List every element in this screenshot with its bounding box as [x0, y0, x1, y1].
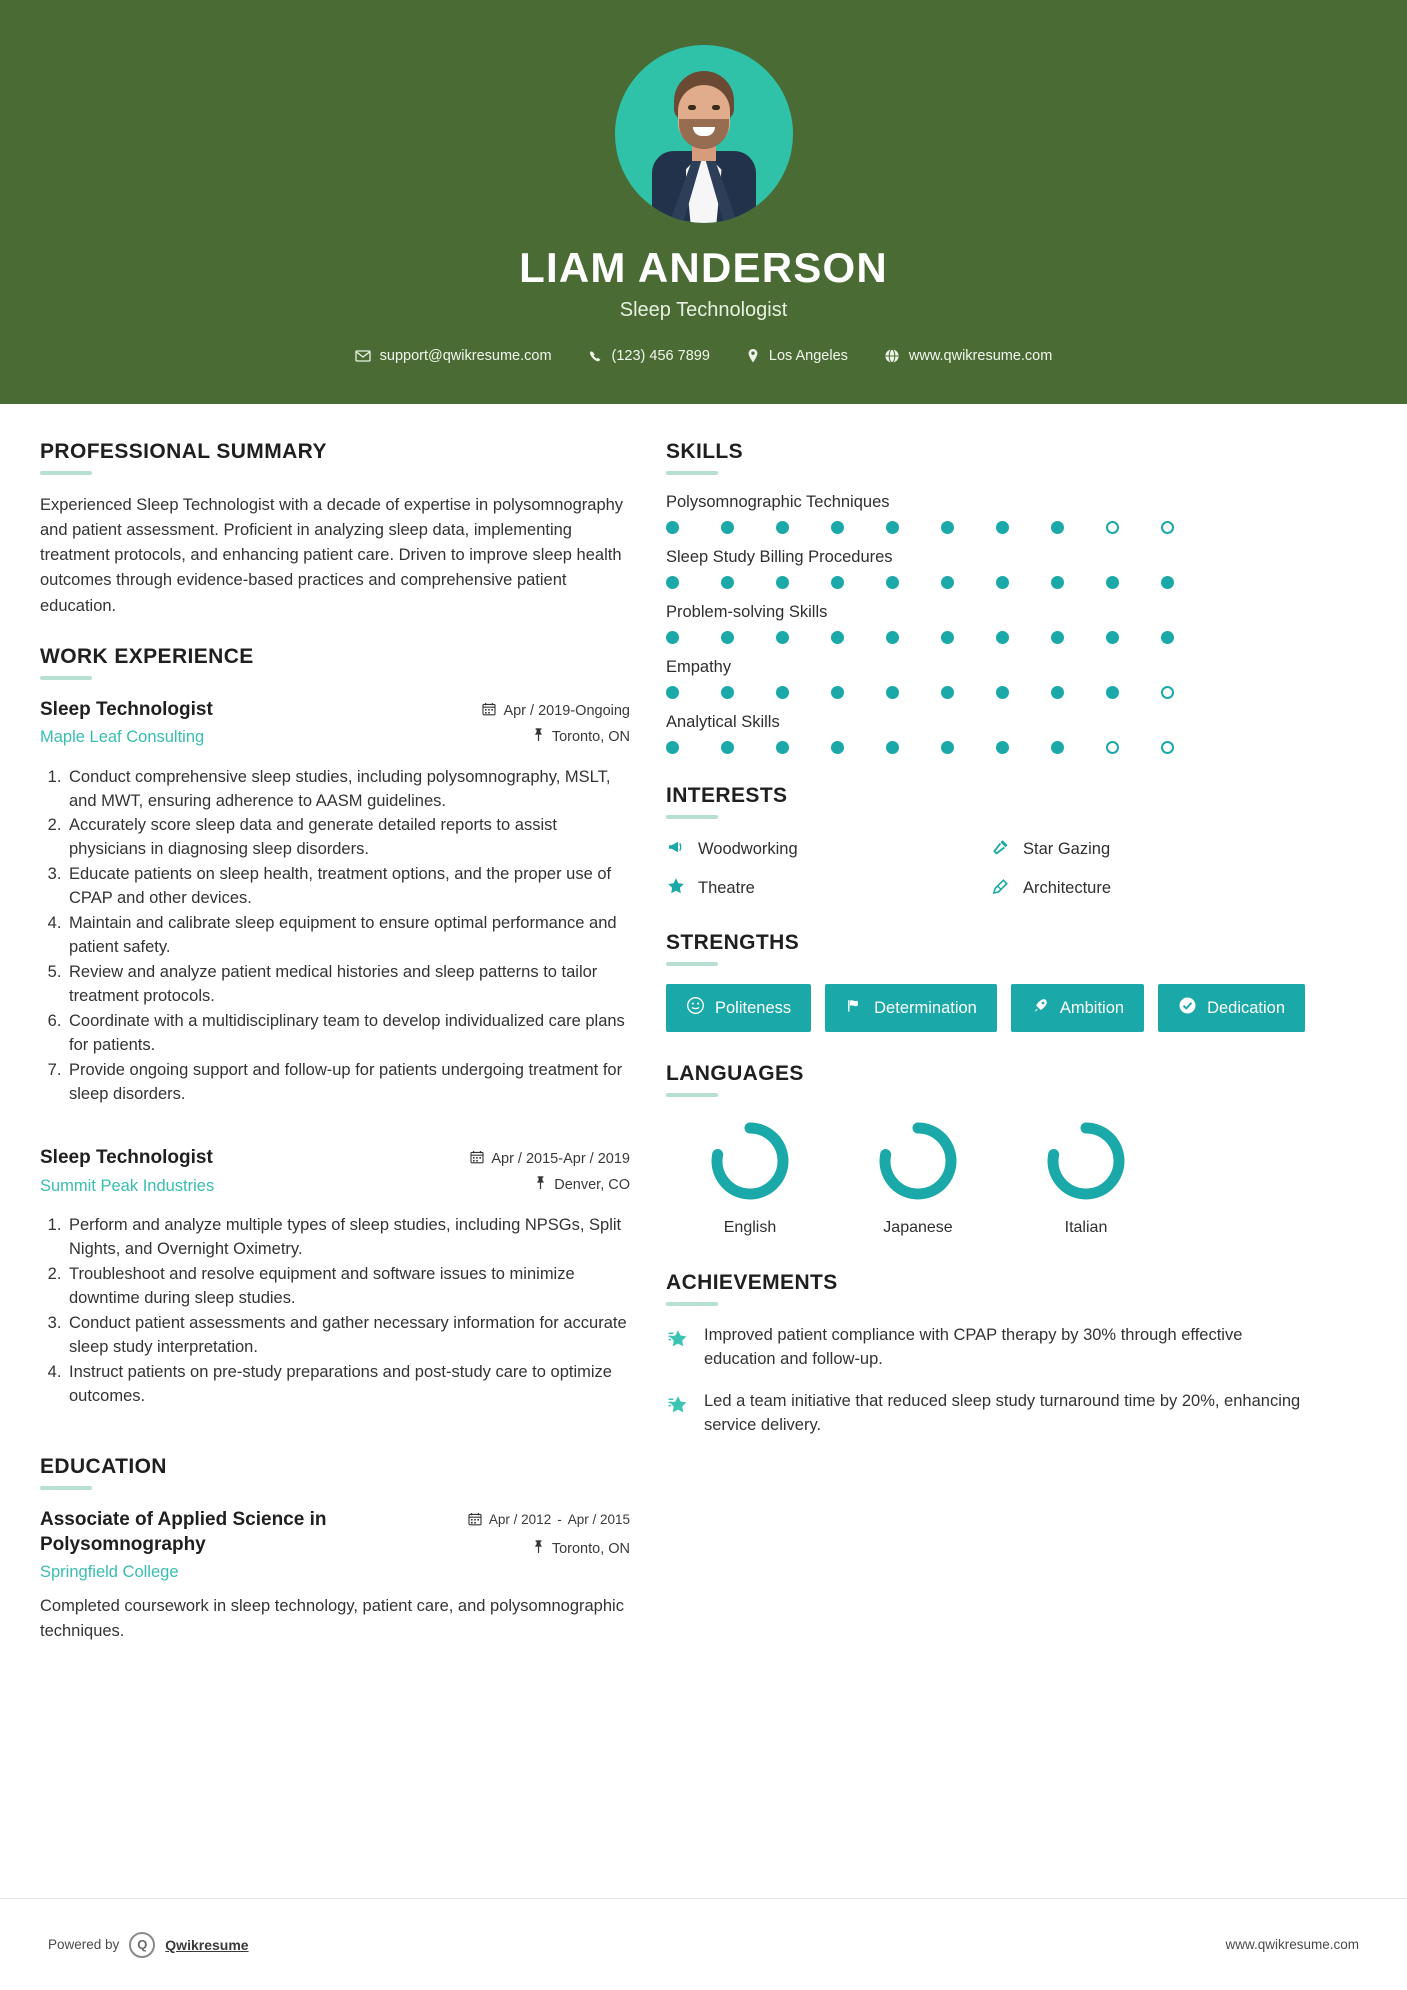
- achievement-text: Improved patient compliance with CPAP therapy by 30% through effective education and follow-up.: [704, 1326, 1243, 1369]
- skill-dot: [1106, 521, 1161, 534]
- section-rule: [666, 1302, 718, 1306]
- page-footer: [0, 1898, 1407, 1990]
- calendar-icon: [468, 1512, 482, 1530]
- contact-phone-text: (123) 456 7899: [611, 348, 710, 365]
- skill-name: Analytical Skills: [666, 713, 780, 732]
- work-bullet: 1. Perform and analyze multiple types of sleep studies, including NPSGs, Split Nights, and Overnight Oximetry.: [66, 1214, 630, 1262]
- flag-icon: [845, 996, 864, 1020]
- qwikresume-brand-link[interactable]: Qwikresume: [165, 1936, 249, 1953]
- section-rule: [666, 815, 718, 819]
- skill-dot: [941, 741, 996, 754]
- skill-dot: [886, 521, 941, 534]
- language-label: Japanese: [883, 1219, 953, 1237]
- skill-dot: [721, 576, 776, 589]
- resume-body: [0, 404, 1407, 1670]
- work-bullet: 7. Provide ongoing support and follow-up for patients undergoing treatment for sleep disorders.: [66, 1059, 630, 1107]
- skill-dot: [1106, 741, 1161, 754]
- right-column: [666, 440, 1306, 1464]
- work-bullet: 3. Conduct patient assessments and gather necessary information for accurate sleep study interpretation.: [66, 1312, 630, 1360]
- award-star-icon: [666, 1324, 690, 1356]
- skill-dot: [996, 741, 1051, 754]
- contact-location-text: Los Angeles: [768, 348, 848, 365]
- section-skills: [666, 440, 1306, 754]
- skill-dot: [666, 631, 721, 644]
- contact-email[interactable]: [337, 348, 570, 364]
- skill-dot: [1106, 576, 1161, 589]
- footer-url[interactable]: www.qwikresume.com: [1225, 1937, 1359, 1952]
- skill-dot: [1051, 576, 1106, 589]
- interest-label: Architecture: [1023, 879, 1112, 898]
- section-rule: [666, 1093, 718, 1097]
- skill-dot: [996, 631, 1051, 644]
- interest-item: [991, 837, 1306, 862]
- envelope-icon: [355, 348, 371, 364]
- strength-tag: [825, 984, 997, 1032]
- education-date: [468, 1512, 630, 1530]
- skill-dot: [776, 686, 831, 699]
- skill-dot: [666, 686, 721, 699]
- skill-dot: [831, 576, 886, 589]
- skill-dot: [941, 576, 996, 589]
- skill-dot: [776, 576, 831, 589]
- strength-label: Politeness: [715, 998, 792, 1017]
- summary-text: Experienced Sleep Technologist with a decade of expertise in polysomnography and patient assessment. Proficient in analyzing sleep data, implementing treatment protocols, and enhancing patient care. Driven to improve sleep health outcomes through evidence-based practices and comprehensive patient education.: [40, 496, 624, 615]
- section-strengths: [666, 931, 1306, 1032]
- work-organization: Summit Peak Industries: [40, 1177, 215, 1196]
- section-achievements: [666, 1271, 1306, 1438]
- education-location-text: Toronto, ON: [551, 1540, 630, 1557]
- skill-dot: [941, 686, 996, 699]
- language-item: [666, 1115, 834, 1237]
- skill-rating: [666, 741, 1306, 754]
- hammer-icon: [991, 837, 1011, 862]
- skill-dot: [721, 521, 776, 534]
- skill-item: [666, 713, 1306, 754]
- skill-dot: [721, 741, 776, 754]
- work-bullet: 6. Coordinate with a multidisciplinary team to develop individualized care plans for patients.: [66, 1010, 630, 1058]
- skill-dot: [721, 686, 776, 699]
- education-title: EDUCATION: [40, 1454, 167, 1478]
- check-circle-icon: [1178, 996, 1197, 1020]
- skill-rating: [666, 521, 1306, 534]
- interests-title: INTERESTS: [666, 784, 788, 808]
- skill-rating: [666, 631, 1306, 644]
- skill-dot: [1161, 576, 1216, 589]
- pushpin-icon: [532, 728, 545, 746]
- avatar: [615, 45, 793, 223]
- skill-dot: [886, 686, 941, 699]
- globe-icon: [884, 348, 900, 364]
- work-organization: Maple Leaf Consulting: [40, 728, 205, 747]
- work-location: [470, 1176, 630, 1194]
- work-location: [482, 728, 630, 746]
- megaphone-icon: [666, 837, 686, 862]
- work-bullet: 4. Instruct patients on pre-study preparations and post-study care to optimize outcomes.: [66, 1361, 630, 1409]
- map-pin-icon: [746, 348, 760, 364]
- skill-name: Problem-solving Skills: [666, 603, 828, 622]
- interest-item: [991, 876, 1306, 901]
- section-work-experience: [40, 645, 630, 1409]
- section-languages: [666, 1062, 1306, 1237]
- education-location: [468, 1540, 630, 1558]
- skill-dot: [996, 521, 1051, 534]
- interest-label: Star Gazing: [1023, 840, 1111, 859]
- work-bullet: 2. Troubleshoot and resolve equipment and software issues to minimize downtime during sleep studies.: [66, 1263, 630, 1311]
- language-ring: [872, 1115, 964, 1207]
- skill-dot: [886, 576, 941, 589]
- achievements-title: ACHIEVEMENTS: [666, 1271, 838, 1295]
- summary-title: PROFESSIONAL SUMMARY: [40, 440, 327, 464]
- skill-dot: [831, 521, 886, 534]
- section-professional-summary: [40, 440, 630, 618]
- skill-dot: [1161, 741, 1216, 754]
- education-degree: Associate of Applied Science in Polysomnography: [40, 1508, 327, 1555]
- skill-item: [666, 548, 1306, 589]
- language-ring: [704, 1115, 796, 1207]
- skill-item: [666, 493, 1306, 534]
- work-bullet: 2. Accurately score sleep data and generate detailed reports to assist physicians in diagnosing sleep disorders.: [66, 814, 630, 862]
- language-label: Italian: [1064, 1219, 1108, 1237]
- education-description: Completed coursework in sleep technology, patient care, and polysomnographic techniques.: [40, 1597, 624, 1640]
- strength-label: Determination: [874, 998, 977, 1017]
- section-rule: [666, 962, 718, 966]
- work-title: WORK EXPERIENCE: [40, 644, 254, 668]
- skills-title: SKILLS: [666, 440, 744, 464]
- work-bullets: [40, 766, 630, 1107]
- work-entry: [40, 698, 630, 1107]
- skill-dot: [831, 631, 886, 644]
- star-icon: [666, 876, 686, 901]
- skill-dot: [941, 521, 996, 534]
- calendar-icon: [482, 702, 496, 720]
- skill-dot: [941, 631, 996, 644]
- skill-dot: [1106, 686, 1161, 699]
- job-title: Sleep Technologist: [619, 299, 788, 322]
- education-date-range: [489, 1512, 630, 1529]
- skill-dot: [721, 631, 776, 644]
- achievement-item: [666, 1390, 1306, 1438]
- smiley-icon: [686, 996, 705, 1020]
- work-entry: [40, 1146, 630, 1408]
- work-date: [482, 702, 630, 720]
- work-date: [470, 1150, 630, 1168]
- skill-dot: [1051, 631, 1106, 644]
- skill-rating: [666, 576, 1306, 589]
- skill-rating: [666, 686, 1306, 699]
- contact-email-text: support@qwikresume.com: [379, 348, 552, 365]
- skill-name: Polysomnographic Techniques: [666, 493, 890, 512]
- skill-dot: [996, 686, 1051, 699]
- skill-dot: [1161, 686, 1216, 699]
- skill-dot: [1051, 741, 1106, 754]
- education-date-start: Apr / 2012: [488, 1512, 552, 1528]
- avatar-photo: [648, 63, 760, 223]
- ruler-pen-icon: [991, 876, 1011, 901]
- education-date-separator: -: [557, 1512, 562, 1528]
- work-location-text: Toronto, ON: [551, 728, 630, 745]
- skill-dot: [1051, 521, 1106, 534]
- qwikresume-logo-icon: Q: [129, 1932, 155, 1958]
- language-label: English: [723, 1219, 777, 1237]
- pushpin-icon: [532, 1540, 545, 1558]
- page-title: LIAM ANDERSON: [519, 244, 888, 291]
- skill-dot: [776, 631, 831, 644]
- strength-label: Ambition: [1059, 998, 1125, 1017]
- work-role: Sleep Technologist: [40, 698, 213, 720]
- left-column: [40, 440, 630, 1670]
- strength-tag: [666, 984, 811, 1032]
- work-role: Sleep Technologist: [40, 1147, 213, 1169]
- contact-row: [0, 348, 1407, 364]
- section-rule: [666, 471, 718, 475]
- powered-by-label: Powered by: [48, 1937, 120, 1952]
- pushpin-icon: [534, 1176, 547, 1194]
- section-interests: [666, 784, 1306, 901]
- skill-dot: [666, 576, 721, 589]
- rocket-icon: [1031, 996, 1050, 1020]
- skill-dot: [886, 631, 941, 644]
- interest-label: Theatre: [698, 879, 755, 898]
- contact-phone[interactable]: [570, 348, 728, 364]
- section-rule: [40, 471, 92, 475]
- strength-tag: [1158, 984, 1305, 1032]
- interest-item: [666, 837, 981, 862]
- language-item: [1002, 1115, 1170, 1237]
- section-education: [40, 1455, 630, 1644]
- skill-dot: [666, 521, 721, 534]
- education-entry: [40, 1508, 630, 1644]
- education-date-end: Apr / 2015: [567, 1512, 630, 1528]
- skill-dot: [776, 521, 831, 534]
- skill-dot: [1161, 631, 1216, 644]
- skill-dot: [886, 741, 941, 754]
- strengths-title: STRENGTHS: [666, 931, 800, 955]
- skill-dot: [831, 686, 886, 699]
- calendar-icon: [470, 1150, 484, 1168]
- achievement-item: [666, 1324, 1306, 1372]
- strength-label: Dedication: [1207, 998, 1286, 1017]
- work-date-text: Apr / 2019-Ongoing: [503, 702, 630, 719]
- skill-name: Empathy: [666, 658, 732, 677]
- work-bullet: 3. Educate patients on sleep health, treatment options, and the proper use of CPAP and other devices.: [66, 863, 630, 911]
- contact-location: [728, 348, 866, 364]
- phone-icon: [588, 349, 603, 364]
- skill-item: [666, 603, 1306, 644]
- skill-dot: [1051, 686, 1106, 699]
- work-bullet: 1. Conduct comprehensive sleep studies, including polysomnography, MSLT, and MWT, ensuring adherence to AASM guidelines.: [66, 766, 630, 814]
- contact-website[interactable]: [866, 348, 1070, 364]
- work-bullet: 5. Review and analyze patient medical histories and sleep patterns to tailor treatment protocols.: [66, 961, 630, 1009]
- skill-dot: [1106, 631, 1161, 644]
- powered-by: [48, 1932, 249, 1958]
- skill-dot: [1161, 521, 1216, 534]
- languages-title: LANGUAGES: [666, 1062, 804, 1086]
- section-rule: [40, 676, 92, 680]
- skill-dot: [996, 576, 1051, 589]
- education-school: Springfield College: [40, 1563, 179, 1582]
- resume-header: [0, 0, 1407, 404]
- language-ring: [1040, 1115, 1132, 1207]
- work-bullets: [40, 1214, 630, 1408]
- contact-website-text: www.qwikresume.com: [908, 348, 1053, 365]
- skill-dot: [666, 741, 721, 754]
- skill-name: Sleep Study Billing Procedures: [666, 548, 893, 567]
- interest-label: Woodworking: [698, 840, 798, 859]
- skill-dot: [776, 741, 831, 754]
- achievement-text: Led a team initiative that reduced sleep study turnaround time by 20%, enhancing service delivery.: [704, 1392, 1301, 1434]
- work-date-text: Apr / 2015-Apr / 2019: [491, 1151, 630, 1168]
- skill-dot: [831, 741, 886, 754]
- work-bullet: 4. Maintain and calibrate sleep equipment to ensure optimal performance and patient safety.: [66, 912, 630, 960]
- section-rule: [40, 1486, 92, 1490]
- award-star-icon: [666, 1390, 690, 1422]
- strength-tag: [1011, 984, 1144, 1032]
- interest-item: [666, 876, 981, 901]
- language-item: [834, 1115, 1002, 1237]
- skill-item: [666, 658, 1306, 699]
- work-location-text: Denver, CO: [554, 1177, 630, 1194]
